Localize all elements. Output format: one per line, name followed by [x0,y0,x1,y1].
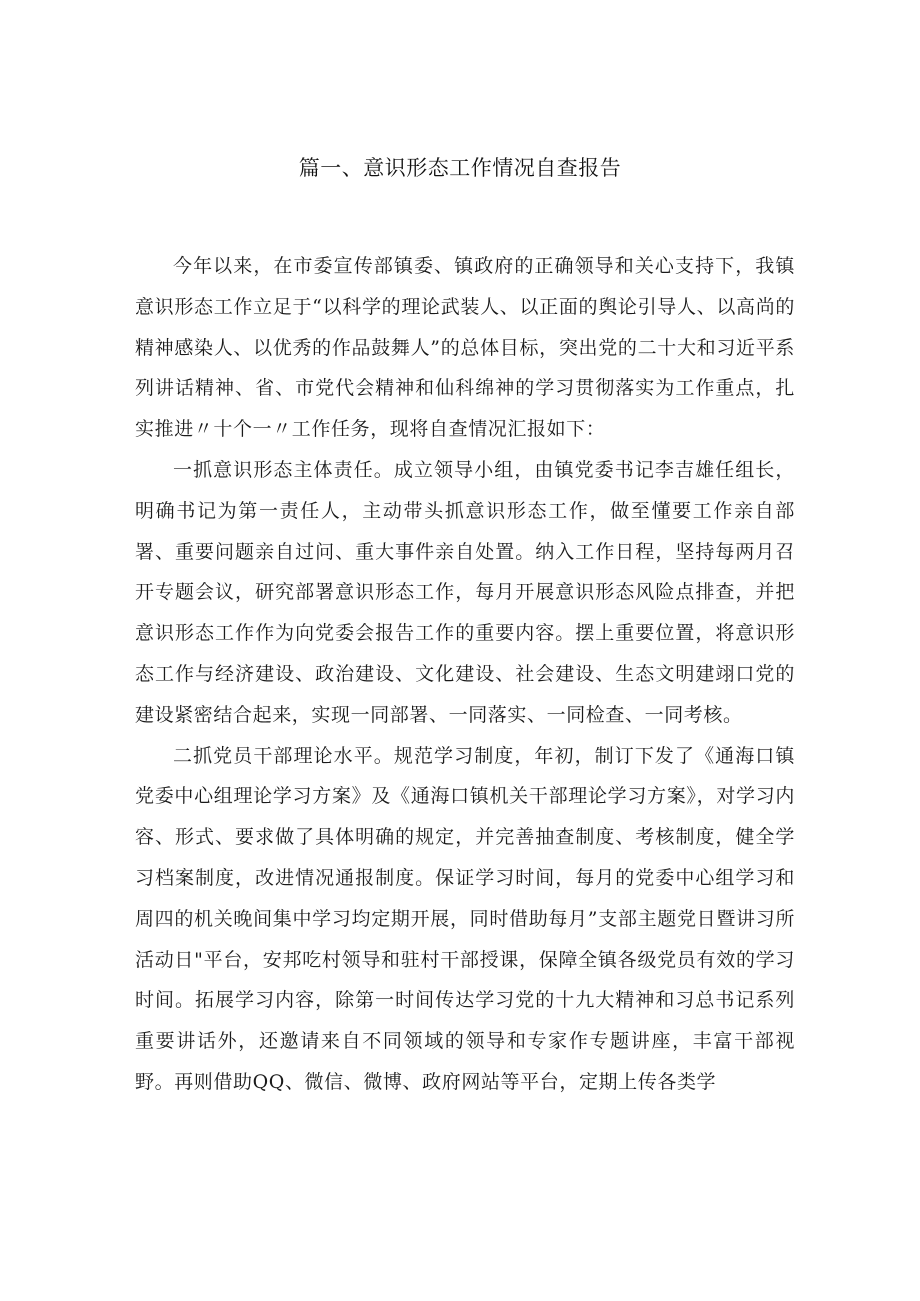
paragraph-section-1: 一抓意识形态主体责任。成立领导小组，由镇党委书记李吉雄任组长，明确书记为第一责任人，主动带头抓意识形态工作，做至懂要工作亲自部署、重要问题亲自过问、重大事件亲自处置。纳入工作日程，坚持每两月召开专题会议，研究部署意识形态工作，每月开展意识形态风险点排查，并把意识形态工作作为向党委会报告工作的重要内容。摆上重要位置，将意识形态工作与经济建设、政治建设、文化建设、社会建设、生态文明建翊口党的建设紧密结合起来，实现一同部署、一同落实、一同检查、一同考核。 [135,458,795,726]
paragraph-section-2: 二抓党员干部理论水平。规范学习制度，年初，制订下发了《通海口镇党委中心组理论学习方案》及《通海口镇机关干部理论学习方案》，对学习内容、形式、要求做了具体明确的规定，并完善抽查制度、考核制度，健全学习档案制度，改进情况通报制度。保证学习时间，每月的党委中心组学习和周四的机关晚间集中学习均定期开展，同时借助每月”支部主题党日暨讲习所活动日"平台，安邦吃村领导和驻村干部授课，保障全镇各级党员有效的学习时间。拓展学习内容，除第一时间传达学习党的十九大精神和习总书记系列重要讲话外，还邀请来自不同领域的领导和专家作专题讲座，丰富干部视野。再则借助QQ、微信、微博、政府网站等平台，定期上传各类学 [135,744,795,1093]
document-body [135,246,795,1103]
paragraph-intro: 今年以来，在市委宣传部镇委、镇政府的正确领导和关心支持下，我镇意识形态工作立足于“以科学的理论武装人、以正面的舆论引导人、以高尚的精神感染人、以优秀的作品鼓舞人”的总体目标，突出党的二十大和习近平系列讲话精神、省、市党代会精神和仙科绵神的学习贯彻落实为工作重点，扎实推进〃十个一〃工作任务，现将自查情况汇报如下： [135,255,795,441]
document-title: 篇一、意识形态工作情况自查报告 [298,156,622,180]
